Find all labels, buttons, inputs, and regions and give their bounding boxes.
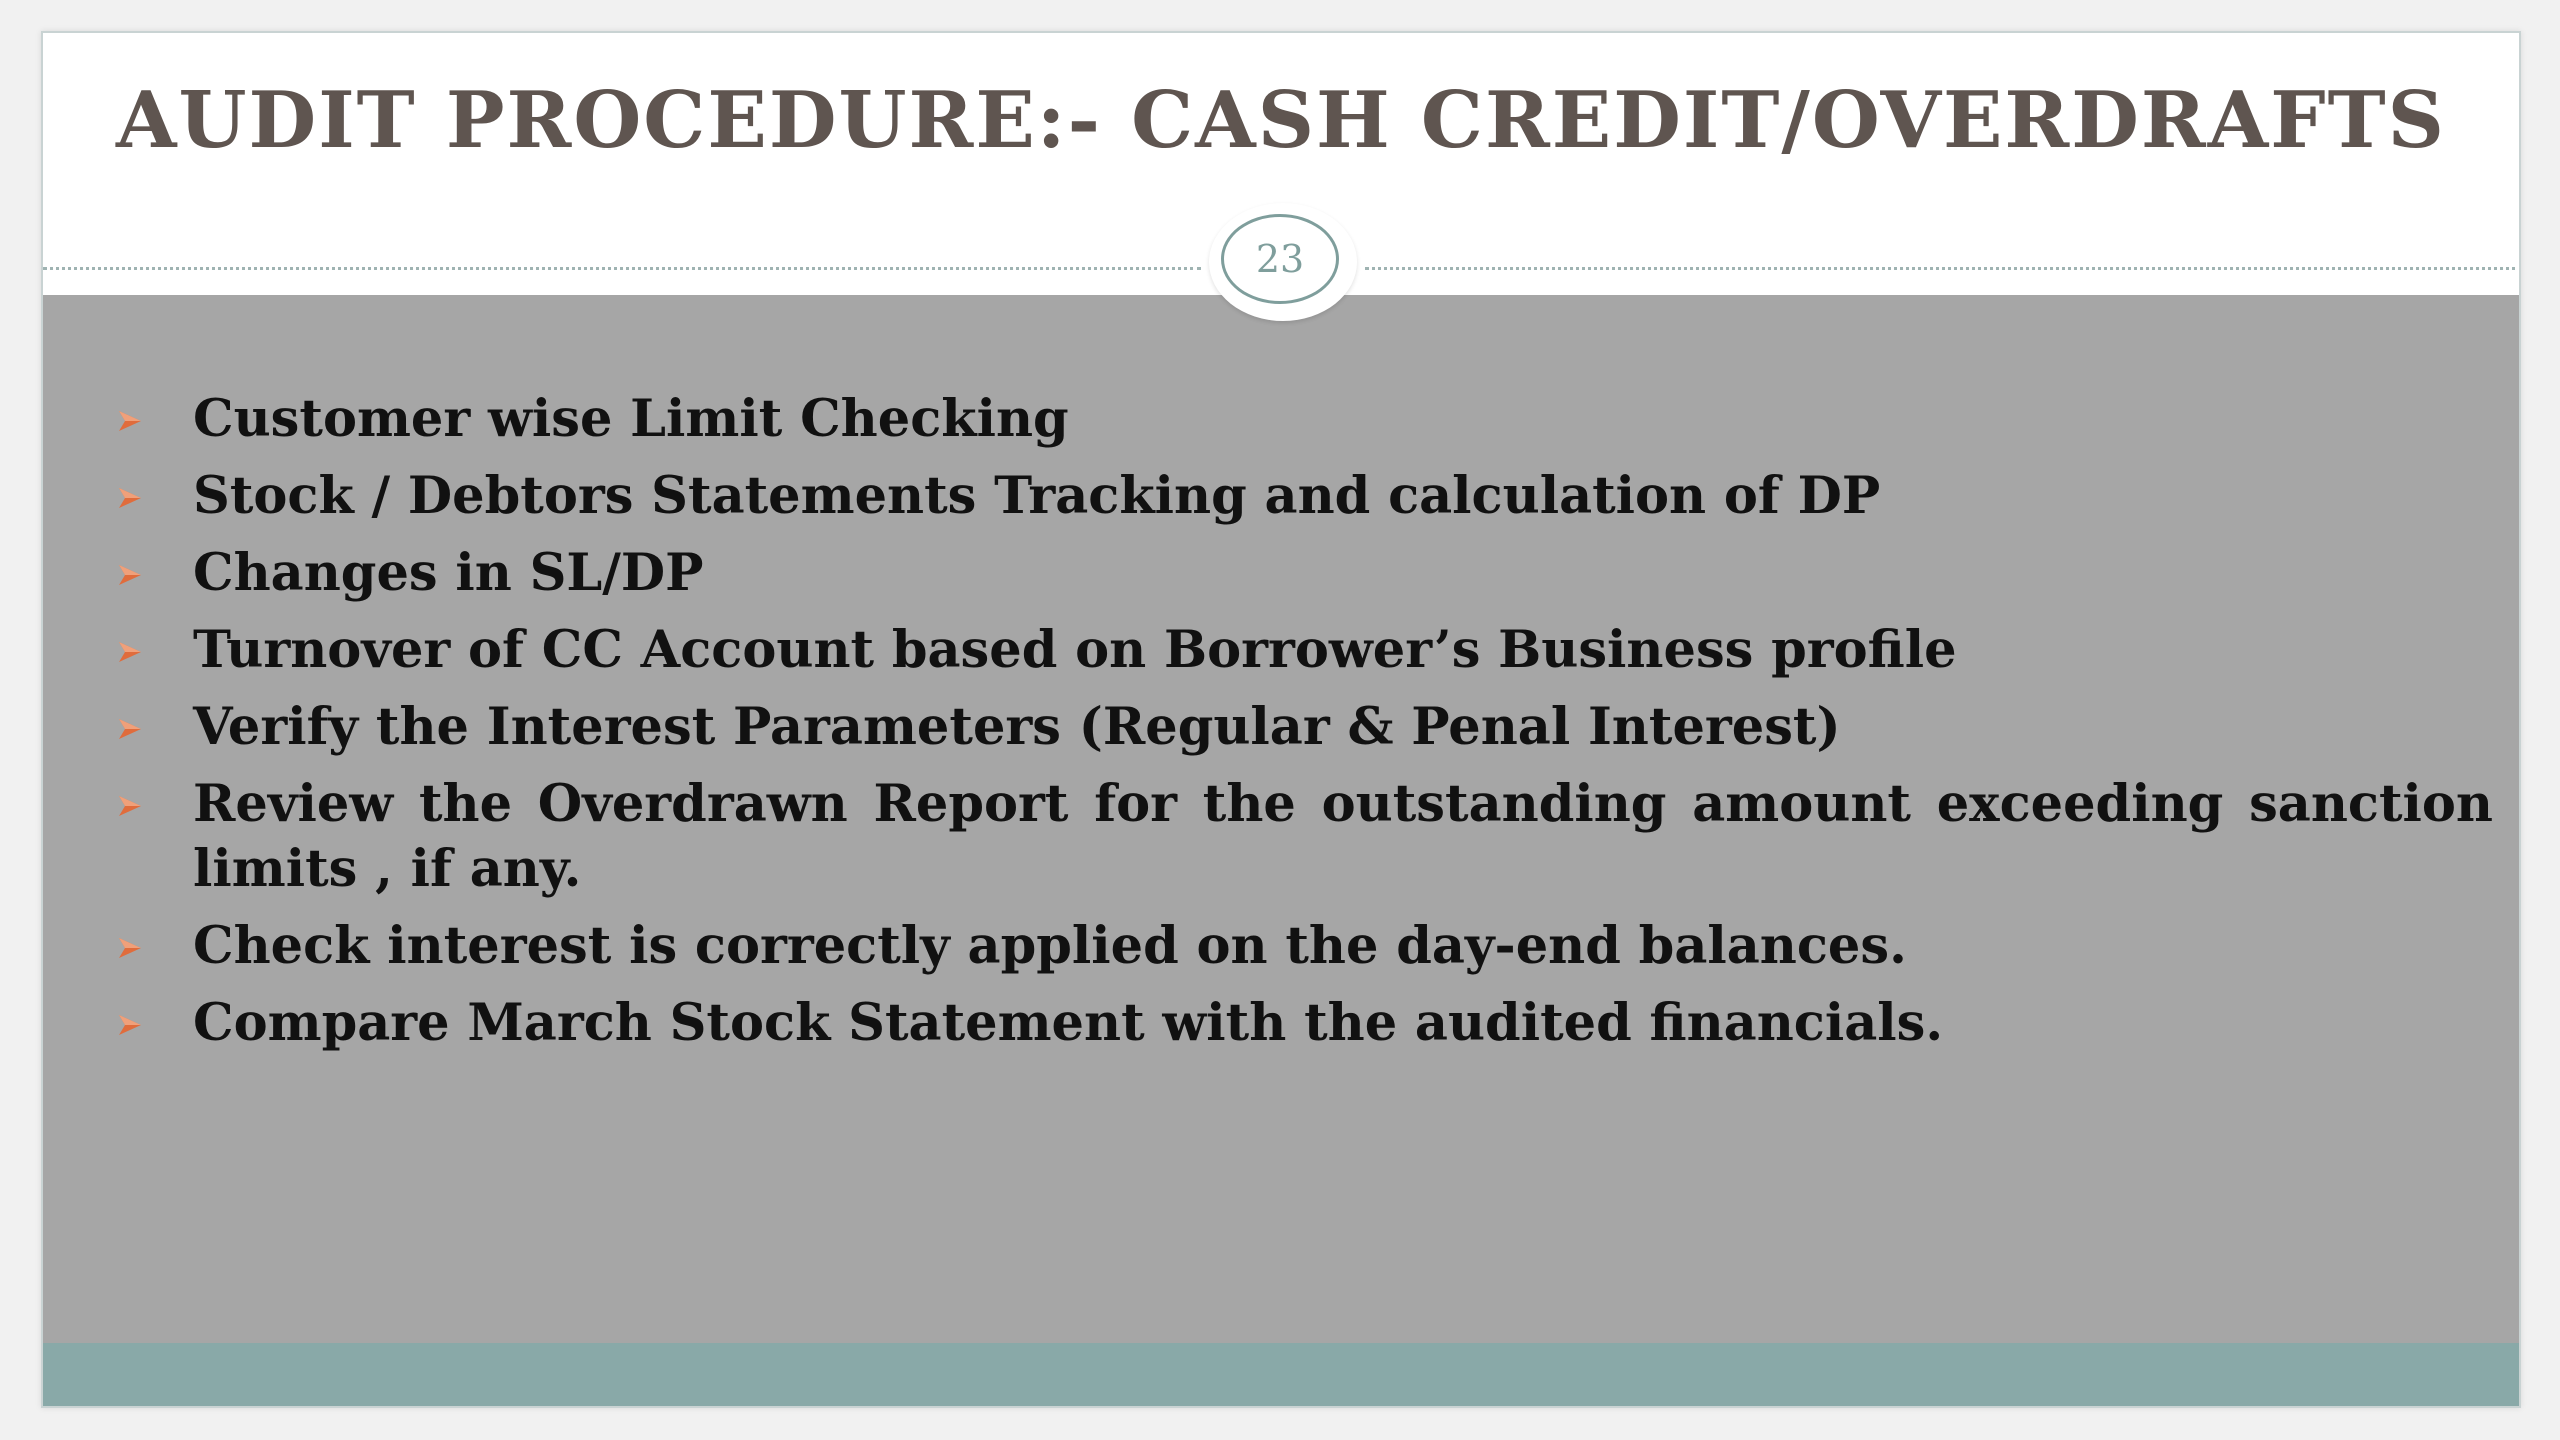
bullet-item: [97, 695, 2493, 760]
bullet-item: [97, 387, 2493, 452]
divider-right: [1365, 267, 2521, 270]
bullet-item: [97, 618, 2493, 683]
bullet-text: Customer wise Limit Checking: [193, 389, 1069, 449]
page-number: 23: [1221, 214, 1339, 304]
bullet-text: Verify the Interest Parameters (Regular & Penal Interest): [193, 697, 1841, 757]
bullet-item: [97, 541, 2493, 606]
bullet-text: Turnover of CC Account based on Borrower’s Business profile: [193, 620, 1957, 680]
orange-arrow-bullet-icon: [115, 1009, 147, 1041]
orange-arrow-bullet-icon: [115, 713, 147, 745]
orange-arrow-bullet-icon: [115, 559, 147, 591]
orange-arrow-bullet-icon: [115, 405, 147, 437]
content-area: [43, 295, 2519, 1343]
orange-arrow-bullet-icon: [115, 482, 147, 514]
bullet-item: [97, 991, 2493, 1056]
orange-arrow-bullet-icon: [115, 932, 147, 964]
bullet-item: [97, 772, 2493, 902]
bullet-item: [97, 914, 2493, 979]
slide: [41, 31, 2521, 1408]
bullet-text: Review the Overdrawn Report for the outstanding amount exceeding sanction limits , if any.: [193, 774, 2493, 899]
bullet-text: Stock / Debtors Statements Tracking and calculation of DP: [193, 466, 1881, 526]
orange-arrow-bullet-icon: [115, 636, 147, 668]
bullet-text: Check interest is correctly applied on the day-end balances.: [193, 916, 1907, 976]
bullet-text: Changes in SL/DP: [193, 543, 704, 603]
bullet-list: [97, 387, 2493, 1068]
bullet-item: [97, 464, 2493, 529]
page-number-badge: [1209, 203, 1357, 321]
footer-band: [43, 1343, 2519, 1408]
bullet-text: Compare March Stock Statement with the audited financials.: [193, 993, 1944, 1053]
divider-left: [43, 267, 1201, 270]
slide-title: AUDIT PROCEDURE:- CASH CREDIT/OVERDRAFTS: [116, 75, 2446, 166]
orange-arrow-bullet-icon: [115, 790, 147, 822]
